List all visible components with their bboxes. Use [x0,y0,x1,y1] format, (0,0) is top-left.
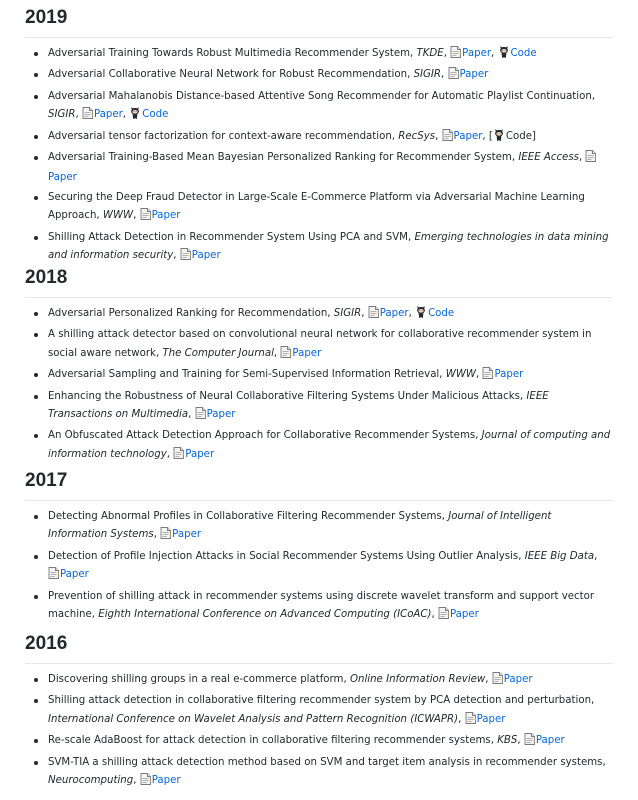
paper-link[interactable] [48,569,89,580]
paper-title: Adversarial tensor factorization for context-aware recommendation [48,130,392,142]
paper-link-label: Paper [185,448,215,460]
paper-item: Adversarial Mahalanobis Distance-based Attentive Song Recommender for Automatic Playlist Continuation, SIGIR, Paper, Code [25,88,612,127]
paper-item: An Obfuscated Attack Detection Approach for Collaborative Recommender Systems, Journal of computing and information technology, Paper [25,427,612,466]
paper-link-label: Paper [459,69,489,81]
paper-link-label: Paper [60,569,89,581]
paper-link[interactable] [482,369,523,380]
paper-icon [438,607,449,626]
paper-icon [48,567,59,586]
github-icon [498,46,510,65]
code-link[interactable] [498,48,537,59]
paper-item: Adversarial Personalized Ranking for Recommendation, SIGIR, Paper, Code [25,305,612,325]
paper-item: Securing the Deep Fraud Detector in Large-Scale E-Commerce Platform via Adversarial Machine Learning Approach, WWW, Paper [25,189,612,228]
paper-link[interactable] [524,735,565,746]
paper-link-label: Paper [206,409,236,421]
paper-link[interactable] [280,348,321,359]
paper-venue: WWW [445,369,476,381]
year-section-2019 [25,5,612,268]
code-link[interactable] [415,308,454,319]
paper-icon [524,733,535,752]
paper-item: Enhancing the Robustness of Neural Collaborative Filtering Systems Under Malicious Attacks, IEEE Transactions on Multimedia, Paper [25,388,612,427]
github-icon [415,306,427,325]
paper-venue: Journal of Intelligent Information Systems [48,511,552,541]
paper-title: An Obfuscated Attack Detection Approach for Collaborative Recommender Systems [48,430,476,442]
paper-link[interactable] [368,308,409,319]
paper-title: Adversarial Sampling and Training for Semi-Supervised Information Retrieval [48,369,440,381]
year-heading: 2016 [25,631,612,664]
paper-link-label: Paper [494,369,524,381]
paper-icon [140,208,151,227]
paper-title: Detection of Profile Injection Attacks in Social Recommender Systems Using Outlier Analysis [48,550,519,562]
paper-link-label: Paper [93,109,123,121]
paper-link-label: Paper [172,529,202,541]
paper-venue: WWW [102,210,134,222]
paper-title: Discovering shilling groups in a real e-commerce platform [48,674,344,685]
code-link[interactable] [129,109,168,120]
paper-venue: Emerging technologies in data mining and information security [48,231,609,262]
paper-link-label: Paper [449,609,479,621]
paper-title: Re-scale AdaBoost for attack detection in collaborative filtering recommender systems [48,735,491,747]
paper-title: Adversarial Mahalanobis Distance-based Attentive Song Recommender for Automatic Playlist Continuation [48,90,592,102]
paper-link-label: Paper [48,172,77,184]
paper-link[interactable] [195,409,236,420]
paper-icon [465,712,476,731]
paper-link[interactable] [465,714,506,725]
paper-link[interactable] [448,69,489,80]
paper-venue: TKDE [416,48,444,59]
year-section-2017 [25,468,612,627]
paper-item: Discovering shilling groups in a real e-commerce platform, Online Information Review, Paper [25,671,612,691]
paper-link-label: Paper [379,308,409,319]
paper-link[interactable] [82,109,123,120]
paper-link[interactable] [140,210,181,221]
paper-venue: SIGIR [333,308,362,319]
paper-link[interactable] [442,131,483,142]
paper-item: Adversarial Sampling and Training for Semi-Supervised Information Retrieval, WWW, Paper [25,366,612,386]
paper-title: Securing the Deep Fraud Detector in Large-Scale E-Commerce Platform via Adversarial Machine Learning Approach [48,191,585,222]
paper-venue: International Conference on Wavelet Analysis and Pattern Recognition (ICWAPR) [48,713,459,725]
code-link-label: Code [505,130,532,142]
paper-venue: Online Information Review [349,674,486,685]
paper-icon [450,46,461,65]
paper-item: Adversarial Collaborative Neural Network for Robust Recommendation, SIGIR, Paper [25,66,612,86]
paper-icon [160,527,171,546]
paper-link[interactable] [180,250,221,261]
code-link-label: Code [428,308,455,319]
paper-link[interactable] [160,529,201,540]
paper-title: A shilling attack detector based on convolutional neural network for collaborative recommender system in social aware network [48,329,592,359]
paper-link-label: Paper [535,735,565,747]
paper-item: Re-scale AdaBoost for attack detection in collaborative filtering recommender systems, KBS, Paper [25,732,612,752]
github-icon [493,129,505,148]
paper-list [25,305,612,466]
paper-item: Detecting Abnormal Profiles in Collaborative Filtering Recommender Systems, Journal of Intelligent Information Systems, Paper [25,508,612,547]
paper-item: Shilling Attack Detection in Recommender System Using PCA and SVM, Emerging technologies in data mining and information security, Paper [25,229,612,268]
paper-icon [442,129,453,148]
paper-title: Adversarial Training Towards Robust Multimedia Recommender System [48,48,411,59]
paper-title: Enhancing the Robustness of Neural Collaborative Filtering Systems Under Malicious Attacks [48,390,520,402]
paper-title: Adversarial Collaborative Neural Network for Robust Recommendation [48,69,408,81]
paper-icon [492,672,503,691]
year-heading: 2019 [25,5,612,38]
paper-item: Prevention of shilling attack in recommender systems using discrete wavelet transform and support vector machine, Eighth International Conference on Advanced Computing (ICoAC), Paper [25,588,612,627]
paper-list [25,671,612,792]
paper-venue: IEEE Big Data [524,550,595,562]
paper-venue: IEEE Transactions on Multimedia [48,390,549,421]
paper-icon [368,306,379,325]
paper-venue: KBS [497,735,518,747]
paper-title: Adversarial Training-Based Mean Bayesian Personalized Ranking for Recommender System [48,152,512,164]
paper-item: A shilling attack detector based on convolutional neural network for collaborative recommender system in social aware network, The Computer Journal, Paper [25,326,612,365]
paper-link-label: Paper [191,250,221,262]
paper-link-label: Paper [476,713,506,725]
year-heading: 2018 [25,265,612,298]
github-icon [129,107,141,126]
paper-item: SVM-TIA a shilling attack detection method based on SVM and target item analysis in recommender systems, Neurocomputing, Paper [25,754,612,793]
paper-icon [173,447,184,466]
year-section-2018 [25,265,612,467]
code-link-label: Code [510,48,537,59]
paper-icon [448,67,459,86]
paper-link[interactable] [173,449,214,460]
paper-venue: RecSys [398,130,436,142]
paper-icon [195,407,206,426]
paper-title: SVM-TIA a shilling attack detection method based on SVM and target item analysis in recommender systems [48,756,603,768]
paper-item: Adversarial Training Towards Robust Multimedia Recommender System, TKDE, Paper, Code [25,45,612,65]
paper-title: Adversarial Personalized Ranking for Recommendation [48,308,328,319]
paper-link-label: Paper [462,48,492,59]
code-link[interactable] [493,131,532,142]
paper-venue: SIGIR [413,69,442,81]
paper-title: Detecting Abnormal Profiles in Collaborative Filtering Recommender Systems [48,511,442,522]
paper-venue: Neurocomputing [48,775,134,787]
paper-list [25,45,612,267]
paper-link-label: Paper [453,130,483,142]
paper-link[interactable] [140,775,181,786]
paper-item: Detection of Profile Injection Attacks in Social Recommender Systems Using Outlier Analysis, IEEE Big Data, Paper [25,548,612,587]
paper-icon [140,773,151,792]
paper-title: Prevention of shilling attack in recommender systems using discrete wavelet transform and support vector machine [48,590,595,621]
paper-link-label: Paper [503,674,533,685]
paper-item: Adversarial Training-Based Mean Bayesian Personalized Ranking for Recommender System, IEEE Access, Paper [25,149,612,188]
paper-title: Shilling Attack Detection in Recommender System Using PCA and SVM [48,231,408,243]
paper-link-label: Paper [151,210,181,222]
paper-venue: Eighth International Conference on Advanced Computing (ICoAC) [98,609,432,621]
paper-link[interactable] [492,674,533,685]
paper-icon [482,367,493,386]
year-heading: 2017 [25,468,612,501]
paper-item: Adversarial tensor factorization for context-aware recommendation, RecSys, Paper, [ Code] [25,128,612,148]
paper-venue: The Computer Journal [162,347,274,359]
paper-icon [280,346,291,365]
paper-link-label: Paper [151,775,181,787]
paper-list [25,508,612,626]
paper-link[interactable] [438,609,479,620]
code-link-label: Code [142,109,169,121]
paper-link[interactable] [450,48,491,59]
paper-item: Shilling attack detection in collaborative filtering recommender system by PCA detection and perturbation, International Conference on Wavelet Analysis and Pattern Recognition (ICWAPR), Paper [25,692,612,731]
paper-icon [82,107,93,126]
paper-venue: Journal of computing and information technology [48,430,611,460]
paper-venue: IEEE Access [518,152,579,164]
paper-venue: SIGIR [48,109,76,121]
paper-icon [585,150,596,169]
paper-title: Shilling attack detection in collaborative filtering recommender system by PCA detection and perturbation [48,695,592,707]
paper-link-label: Paper [292,347,322,359]
year-section-2016 [25,631,612,793]
